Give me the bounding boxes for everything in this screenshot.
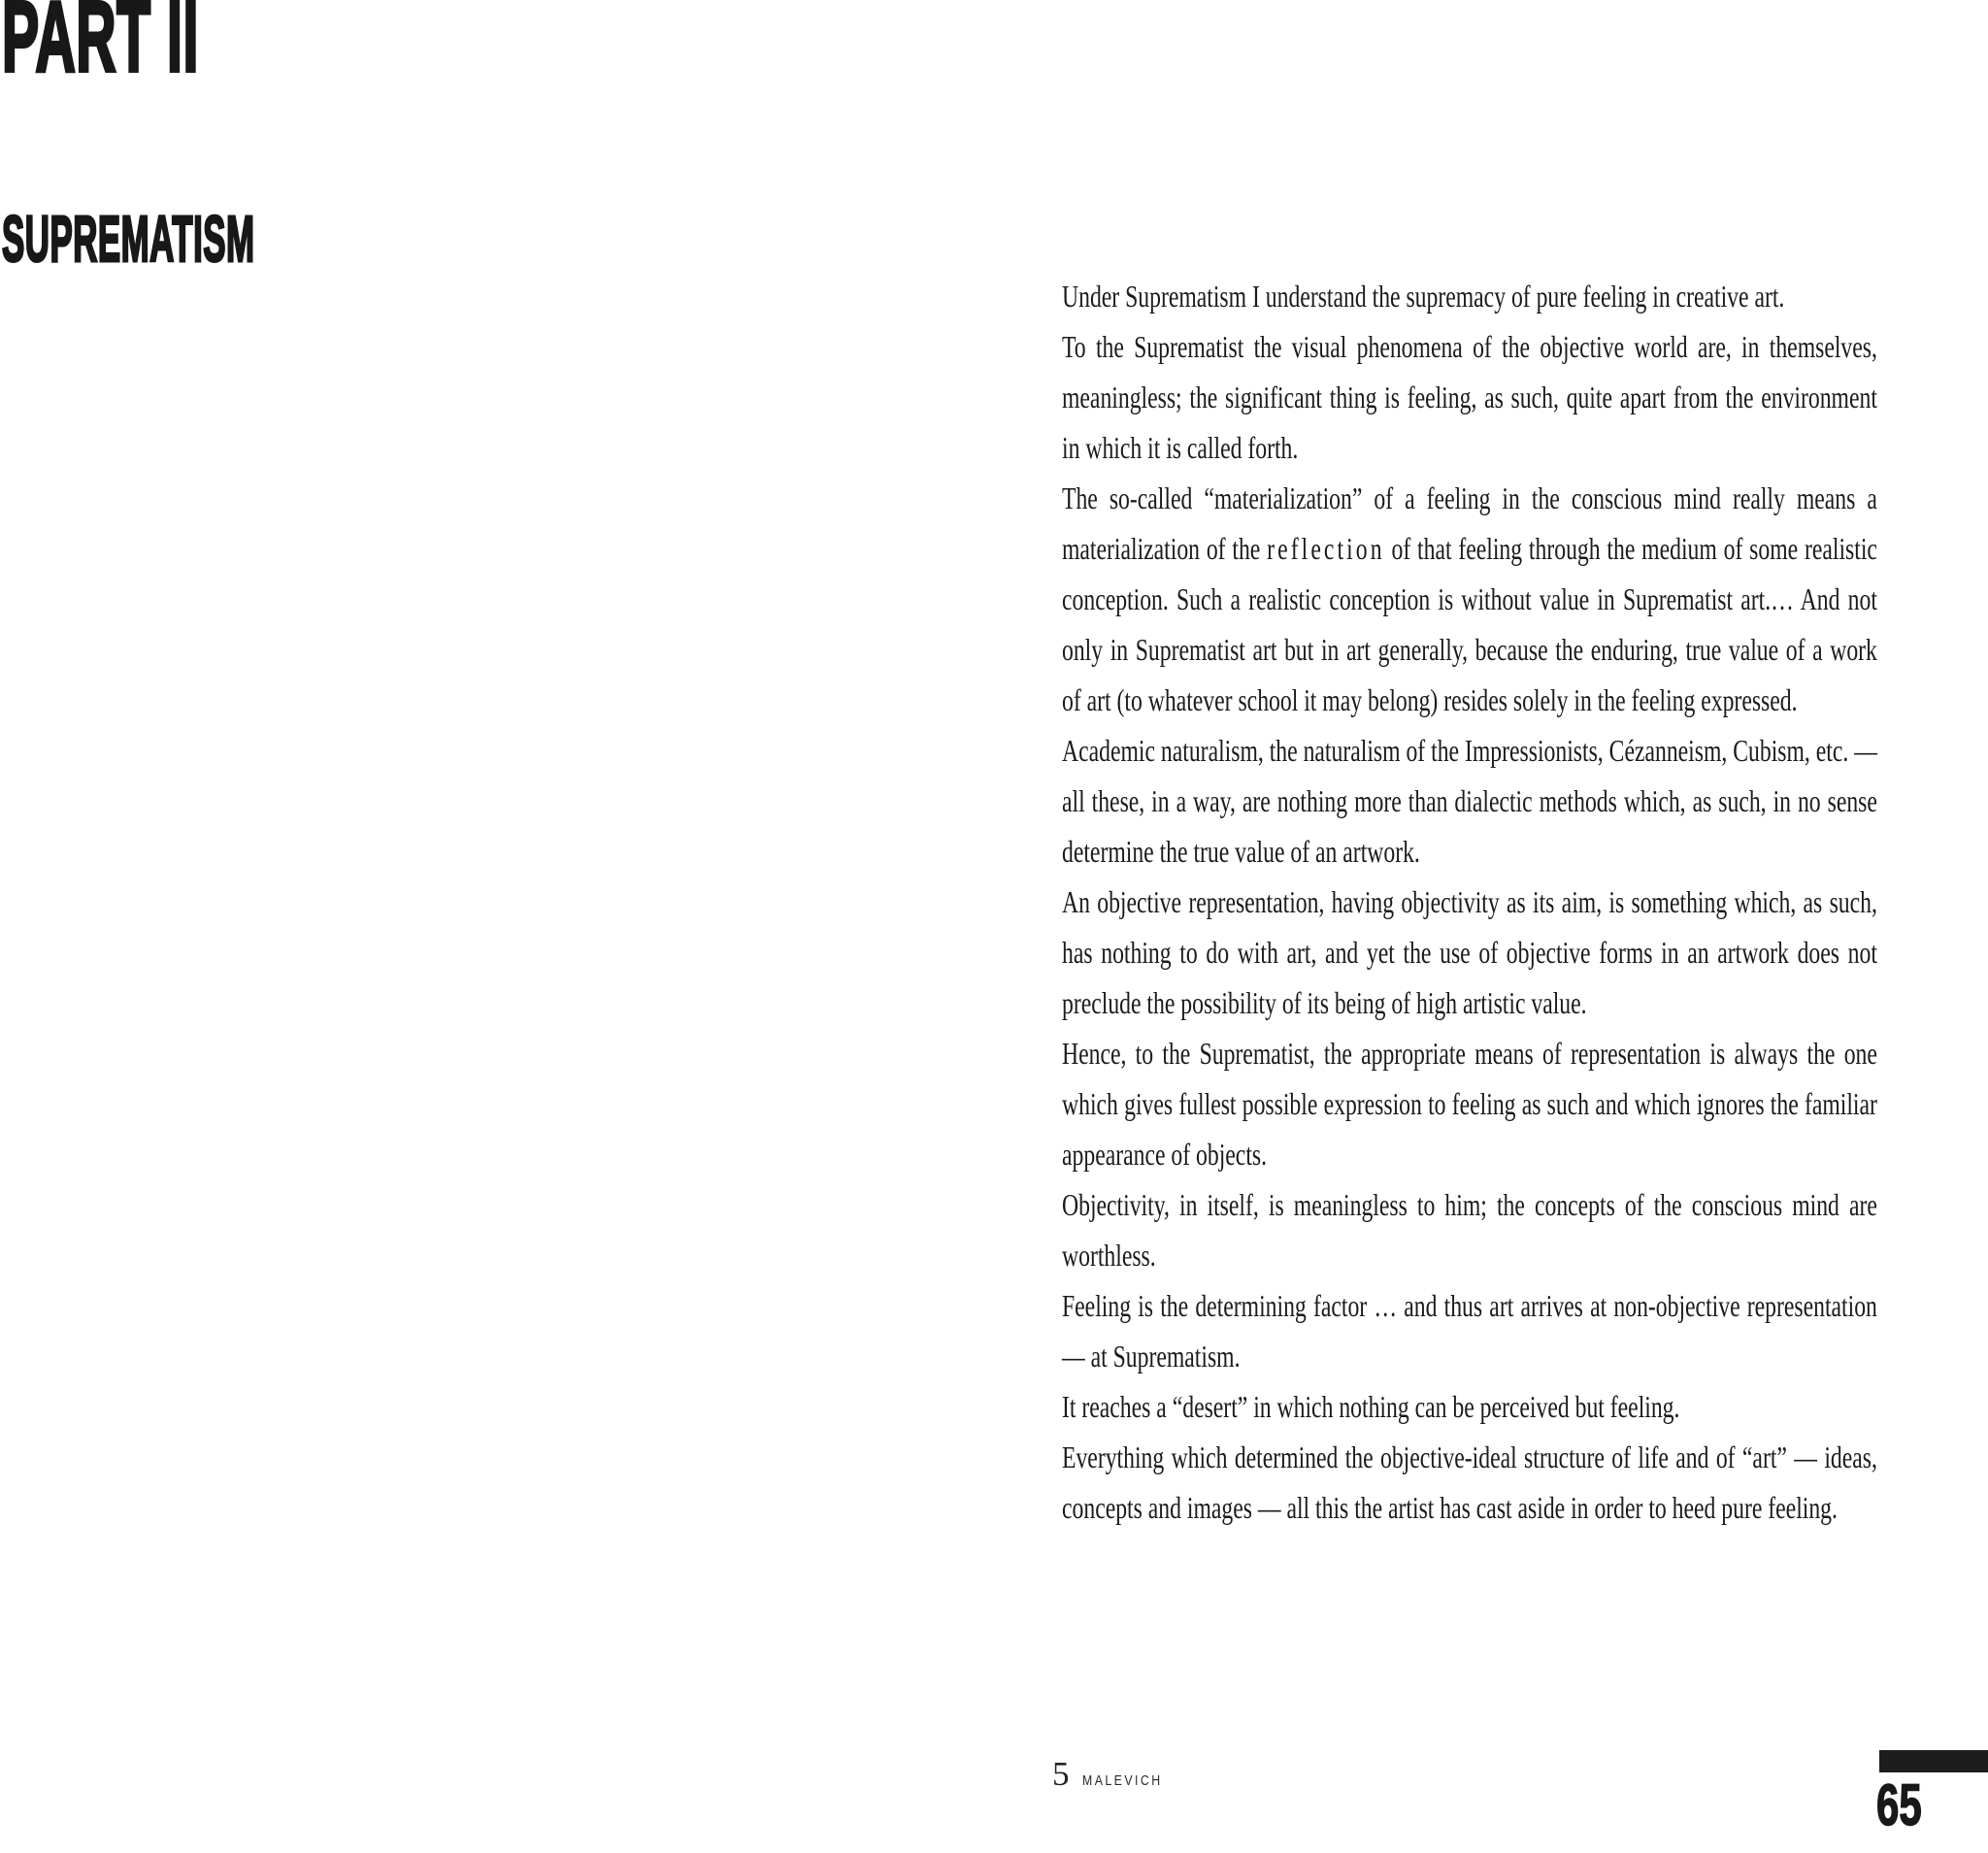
footer-note <box>1052 1757 1179 1791</box>
corner-bar <box>1879 1750 1988 1772</box>
paragraph <box>1062 1028 1877 1179</box>
article-text <box>1062 271 1877 1533</box>
text-run: Under Suprematism I understand the supremacy of pure feeling in creative art. <box>1062 279 1785 314</box>
text-run: The so-called “materialization” of a feeling in the conscious mind really means a materialization of the <box>1062 480 1877 566</box>
paragraph <box>1062 877 1877 1028</box>
paragraph <box>1062 1280 1877 1381</box>
text-run: Feeling is the determining factor … and thus art arrives at non-objective representation — at Suprematism. <box>1062 1288 1877 1373</box>
paragraph <box>1062 473 1877 725</box>
emphasized-text: reflection <box>1267 531 1385 566</box>
paragraph <box>1062 321 1877 473</box>
paragraph <box>1062 1381 1877 1432</box>
text-run: To the Suprematist the visual phenomena of the objective world are, in themselves, meaningless; the significant thing is feeling, as such, quite apart from the environment in which it is called forth. <box>1062 329 1877 465</box>
text-run: Academic naturalism, the naturalism of the Impressionists, Cézanneism, Cubism, etc. — all these, in a way, are nothing more than dialectic methods which, as such, in no sense determine the true value of an artwork. <box>1062 733 1877 869</box>
paragraph <box>1062 1179 1877 1280</box>
footnote-number: 5 <box>1052 1755 1070 1793</box>
text-run: of that feeling through the medium of some realistic conception. Such a realistic conception is without value in Suprematist art.… And not only in Suprematist art but in art generally, because the enduring, true value of a work of art (to whatever school it may belong) resides solely in the feeling expressed. <box>1062 531 1877 717</box>
paragraph <box>1062 725 1877 877</box>
text-run: Hence, to the Suprematist, the appropriate means of representation is always the one which gives fullest possible expression to feeling as such and which ignores the familiar appearance of objects. <box>1062 1036 1877 1172</box>
article-column <box>1062 271 1877 1756</box>
chapter-title: SUPREMATISM <box>2 203 255 276</box>
text-run: An objective representation, having objectivity as its aim, is something which, as such, has nothing to do with art, and yet the use of objective forms in an artwork does not preclude the possibility of its being of high artistic value. <box>1062 884 1877 1020</box>
paragraph <box>1062 1432 1877 1533</box>
paragraph <box>1062 271 1877 321</box>
footnote-author-label: MALEVICH <box>1081 1772 1163 1789</box>
text-run: Objectivity, in itself, is meaningless to him; the concepts of the conscious mind are worthless. <box>1062 1187 1877 1273</box>
part-title: PART II <box>2 0 199 92</box>
text-run: Everything which determined the objective-ideal structure of life and of “art” — ideas, concepts and images — all this the artist has cast aside in order to heed pure feeling. <box>1062 1439 1877 1525</box>
text-run: It reaches a “desert” in which nothing can be perceived but feeling. <box>1062 1389 1680 1424</box>
page-number: 65 <box>1876 1772 1922 1837</box>
